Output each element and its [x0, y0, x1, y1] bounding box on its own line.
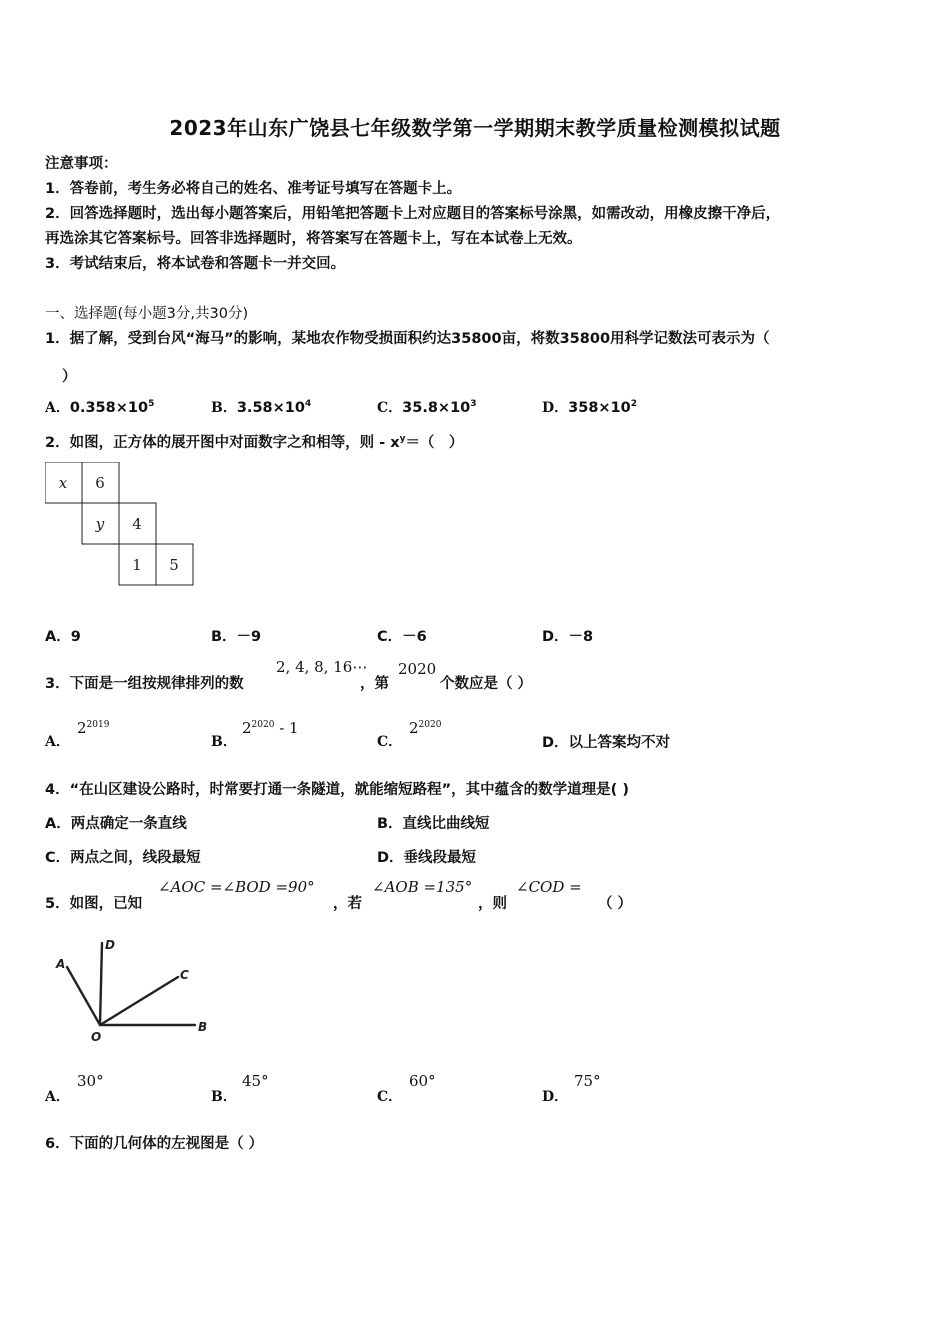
question-3-option-b-label: B．: [211, 734, 237, 750]
question-5-option-d-label: D．: [542, 1089, 569, 1105]
net-label-4: 4: [132, 515, 142, 533]
question-1-close: ）: [62, 369, 77, 385]
question-2-stem: 2．如图，正方体的展开图中对面数字之和相等，则 - $x^y=$（ ）: [45, 434, 464, 451]
ray-OD: [100, 943, 102, 1025]
notice-item-2-cont: 再选涂其它答案标号。回答非选择题时，将答案写在答题卡上，写在本试卷上无效。: [45, 231, 582, 247]
question-5-option-d: 75°: [574, 1072, 601, 1090]
question-3-option-b: $2^{2020} - 1$: [242, 719, 299, 737]
question-6-stem: 6．下面的几何体的左视图是（ ）: [45, 1136, 264, 1152]
question-5-condition-2: ∠AOB =135°: [372, 878, 473, 896]
question-3-stem-c: 个数应是（ ）: [440, 676, 533, 692]
question-3-option-d: D．以上答案均不对: [542, 735, 671, 751]
question-2-option-c: C．－6: [377, 629, 427, 645]
question-4-option-b: B．直线比曲线短: [377, 816, 490, 832]
net-label-5: 5: [169, 556, 179, 574]
angle-figure: [50, 935, 220, 1045]
notice-heading: 注意事项：: [45, 156, 118, 172]
label-D: D: [105, 938, 115, 952]
page-title: 2023年山东广饶县七年级数学第一学期期末教学质量检测模拟试题: [169, 116, 781, 140]
question-4-option-a: A．两点确定一条直线: [45, 816, 187, 832]
question-5-option-c: 60°: [409, 1072, 436, 1090]
question-5-option-b: 45°: [242, 1072, 269, 1090]
label-A: A: [56, 957, 66, 971]
question-4-stem: 4．“在山区建设公路时，时常要打通一条隧道，就能缩短路程”，其中蕴含的数学道理是( ): [45, 782, 629, 798]
label-O: O: [91, 1030, 102, 1044]
question-5-condition-1: ∠AOC =∠BOD =90°: [158, 878, 315, 896]
question-1-option-a: A．$0.358\times 10^5$: [45, 399, 155, 416]
label-B: B: [198, 1020, 208, 1034]
question-5-stem-c: ，则: [478, 896, 507, 912]
question-5-option-c-label: C．: [377, 1089, 403, 1105]
question-1-option-b: B．$3.58\times 10^4$: [211, 399, 312, 416]
question-1-option-d: D．$358\times 10^2$: [542, 399, 638, 416]
question-3-stem-a: 3．下面是一组按规律排列的数: [45, 676, 244, 692]
question-5-stem-d: （ ）: [598, 896, 633, 912]
question-3-stem-b: ，第: [360, 676, 389, 692]
net-label-6: 6: [95, 474, 105, 492]
question-2-option-b: B．－9: [211, 629, 262, 645]
question-1-option-c: C．$35.8\times 10^3$: [377, 399, 477, 416]
question-5-option-b-label: B．: [211, 1089, 237, 1105]
question-3-index: 2020: [398, 660, 437, 678]
net-label-y: y: [95, 515, 105, 533]
net-label-x: x: [58, 474, 68, 492]
net-label-1: 1: [132, 556, 142, 574]
question-5-stem-b: ，若: [333, 896, 362, 912]
label-C: C: [180, 968, 189, 982]
question-3-sequence: 2, 4, 8, 16⋯: [276, 658, 368, 676]
ray-OA: [67, 967, 100, 1025]
question-3-option-a: $2^{2019}$: [77, 719, 110, 737]
question-5-option-a-label: A．: [45, 1089, 70, 1105]
question-1-stem: 1．据了解，受到台风“海马”的影响，某地农作物受损面积约达35800亩，将数35800用科学记数法可表示为（: [45, 331, 770, 347]
question-3-option-a-label: A．: [45, 734, 70, 750]
question-5-target: ∠COD =: [516, 878, 582, 896]
question-3-option-c: $2^{2020}$: [409, 719, 442, 737]
notice-item-1: 1．答卷前，考生务必将自己的姓名、准考证号填写在答题卡上。: [45, 181, 462, 197]
question-5-stem-a: 5．如图，已知: [45, 896, 143, 912]
question-2-option-d: D．－8: [542, 629, 594, 645]
question-2-option-a: A．9: [45, 629, 81, 645]
cube-net-figure: [45, 462, 195, 587]
question-3-option-c-label: C．: [377, 734, 403, 750]
question-5-option-a: 30°: [77, 1072, 104, 1090]
question-4-option-c: C．两点之间，线段最短: [45, 850, 201, 866]
notice-item-2: 2．回答选择题时，选出每小题答案后，用铅笔把答题卡上对应题目的答案标号涂黑，如需改动，用橡皮擦干净后，: [45, 206, 781, 222]
section-heading: 一、选择题(每小题3分,共30分): [45, 306, 249, 322]
ray-OC: [100, 977, 178, 1025]
question-4-option-d: D．垂线段最短: [377, 850, 477, 866]
notice-item-3: 3．考试结束后，将本试卷和答题卡一并交回。: [45, 256, 346, 272]
